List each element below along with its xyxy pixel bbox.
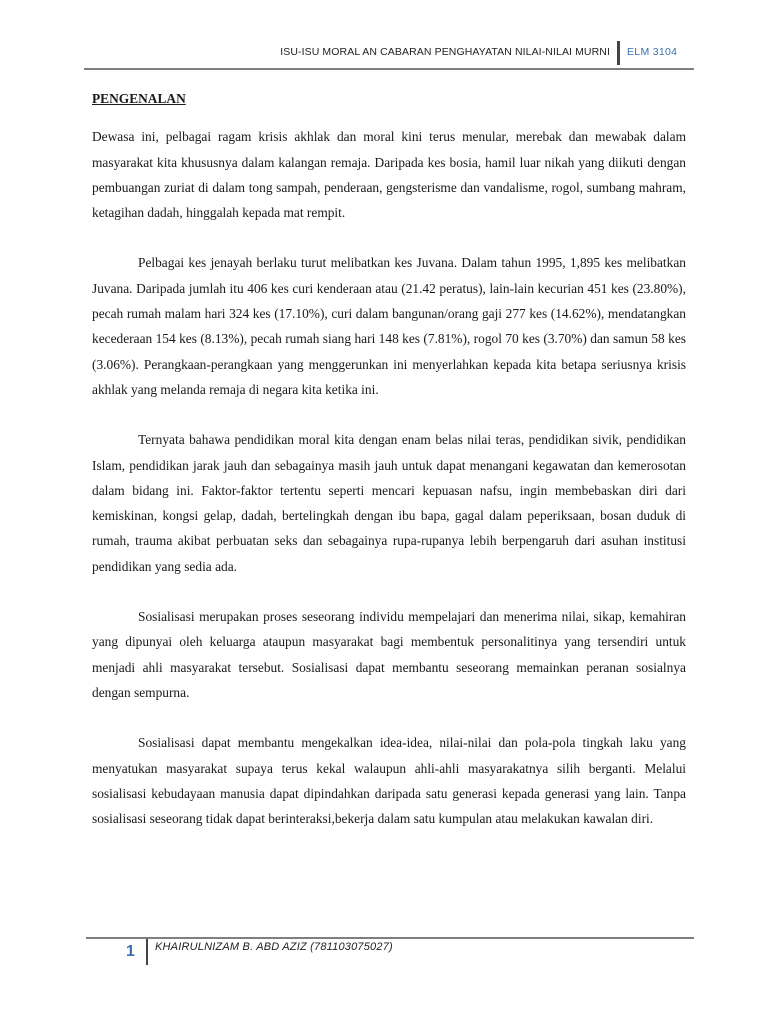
page-number: 1 [126,943,135,960]
paragraph-2: Pelbagai kes jenayah berlaku turut melibatkan kes Juvana. Dalam tahun 1995, 1,895 kes melibatkan Juvana. Daripada jumlah itu 406 kes curi kenderaan atau (21.42 peratus), lain-lain kecurian 451 kes (23.80%), pecah rumah malam hari 324 kes (17.10%), curi dalam bangunan/orang gaji 277 kes (14.62%), mendatangkan kecederaan 154 kes (8.13%), pecah rumah siang hari 148 kes (7.81%), rogol 70 kes (3.70%) dan samun 58 kes (3.06%). Perangkaan-perangkaan yang menggerunkan ini menyerlahkan kepada kita betapa seriusnya krisis akhlak yang melanda remaja di negara kita ketika ini. [92,255,686,397]
header-separator [617,41,620,65]
course-code: ELM 3104 [627,46,678,58]
paragraph-5: Sosialisasi dapat membantu mengekalkan idea-idea, nilai-nilai dan pola-pola tingkah laku yang menyatukan masyarakat supaya terus kekal walaupun ahli-ahli masyarakatnya silih berganti. Melalui sosialisasi kebudayaan manusia dapat dipindahkan daripada satu generasi kepada generasi yang lain. Tanpa sosialisasi seseorang tidak dapat berinteraksi,bekerja dalam satu kumpulan atau melakukan kawalan diri. [92,735,686,827]
header-rule [84,68,694,70]
document-body [92,86,686,856]
footer-author: KHAIRULNIZAM B. ABD AZIZ (781103075027) [155,941,393,953]
footer-rule [86,937,694,939]
header-title: ISU-ISU MORAL AN CABARAN PENGHAYATAN NILAI-NILAI MURNI [280,46,610,58]
paragraph-3: Ternyata bahawa pendidikan moral kita dengan enam belas nilai teras, pendidikan sivik, pendidikan Islam, pendidikan jarak jauh dan sebagainya masih jauh untuk dapat menangani kegawatan dan kemerosotan dalam bidang ini. Faktor-faktor tertentu seperti mencari kepuasan nafsu, ingin membebaskan diri dari kemiskinan, kongsi gelap, dadah, bertelingkah dengan ibu bapa, gagal dalam peperiksaan, bosan duduk di rumah, trauma akibat perbuatan seks dan sebagainya rupa-rupanya lebih berpengaruh dari asuhan institusi pendidikan yang sedia ada. [92,432,686,574]
paragraph-4: Sosialisasi merupakan proses seseorang individu mempelajari dan menerima nilai, sikap, kemahiran yang dipunyai oleh keluarga ataupun masyarakat bagi membentuk personalitinya yang tersendiri untuk menjadi ahli masyarakat tersebut. Sosialisasi dapat membantu seseorang memainkan peranan sosialnya dengan sempurna. [92,609,686,700]
footer-separator [146,939,148,965]
paragraph-1: Dewasa ini, pelbagai ragam krisis akhlak dan moral kini terus menular, merebak dan mewabak dalam masyarakat kita khususnya dalam kalangan remaja. Daripada kes bosia, hamil luar nikah yang diikuti dengan pembuangan zuriat di dalam tong sampah, penderaan, gengsterisme dan vandalisme, rogol, sumbang mahram, ketagihan dadah, hinggalah kepada mat rempit. [92,129,686,221]
section-heading: PENGENALAN [92,91,186,106]
